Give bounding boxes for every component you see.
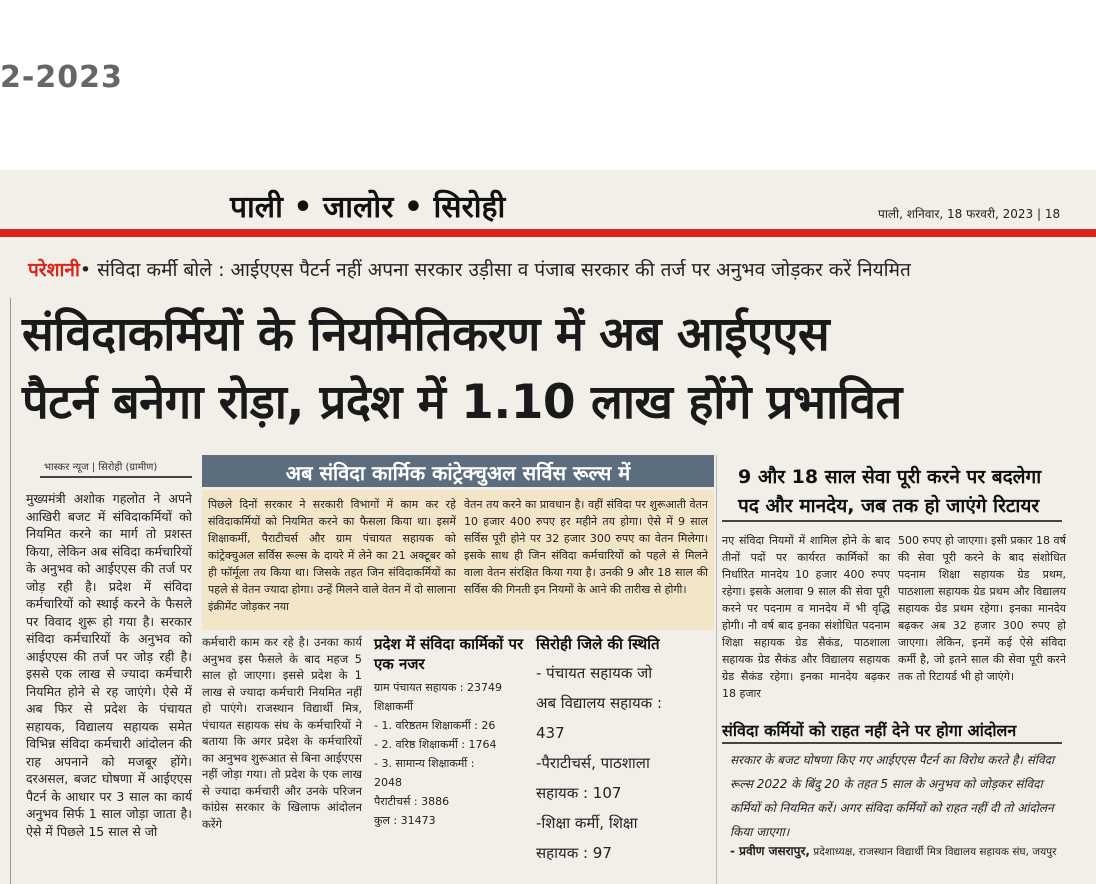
protest-quote: सरकार के बजट घोषणा किए गए आईएएस पैटर्न का विरोध करते है। संविदा रूल्स 2022 के बिंदु 20 के तहत 5 साल के अनुभव को जोड़कर संविदा कर्मियों को नियमित करें। अगर संविदा कर्मियों को राहत नहीं दी तो आंदोलन किया जाएगा। bbox=[730, 753, 1055, 839]
headline-line-1: संविदाकर्मियों के नियमितिकरण में अब आईएएस bbox=[22, 307, 830, 362]
right-subheadline: संविदा कर्मियों को राहत नहीं देने पर होगा आंदोलन bbox=[722, 721, 1017, 740]
info-box-right-text: वेतन तय करने का प्रावधान है। वहीं संविदा पर शुरूआती वेतन 10 हजार 400 रुपए हर महीने तय होगा। ऐसे में 9 साल सर्विस पूरी होने पर 32 हजार 300 रुपए का वेतन मिलेगा। इसके साथ ही जिन संविदा कर्मचारियों को पहले से मिलने वाला वेतन संरक्षित किया गया है। उनकी 9 और 18 साल की सर्विस की गिनती इन नियमों के आने की तारीख से होगी। bbox=[464, 498, 708, 596]
article-column-2: कर्मचारी काम कर रहे है। उनका कार्य अनुभव इस फैसले के बाद महज 5 साल हो जाएगा। इससे प्रदेश के 1 लाख से ज्यादा कर्मचारी नियमित नहीं हो पाएंगे। राजस्थान विद्यार्थी मित्र, पंचायत सहायक संघ के कर्मचारियों ने बताया कि अगर प्रदेश के कर्मचारियों का अनुभव शुरूआत से बिना आईएएस नहीं जोड़ा गया। तो प्रदेश के एक लाख से ज्यादा कर्मचारी और उनके परिजन कांग्रेस सरकार के खिलाफ आंदोलन करेंगे bbox=[202, 635, 362, 831]
fact-line: - 2. वरिष्ठ शिक्षाकर्मी : 1764 bbox=[374, 738, 497, 751]
right-headline-line-2: पद और मानदेय, जब तक हो जाएंगे रिटायर bbox=[738, 495, 1040, 517]
sirohi-line: - पंचायत सहायक जो bbox=[536, 664, 653, 682]
article-column-1: मुख्यमंत्री अशोक गहलोत ने अपने आखिरी बजट में संविदाकर्मियों को नियमित करने का मार्ग तो प्रशस्त किया, लेकिन अब संविदा कर्मचारियों के अनुभव को आईएएस की तर्ज पर जोड़ रही है। प्रदेश में संविदा कर्मचारियों को स्थाई करने के फैसले पर विवाद शुरू हो गया है। सरकार संविदा कर्मचारियों के अनुभव को आईएएस की तर्ज पर जोड़ रही है। इससे एक लाख से ज्यादा कर्मचारी नियमित होने से रह जाएंगे। ऐसे में अब फिर से प्रदेश के पंचायत सहायक, विद्यालय सहायक समेत विभिन्न संविदा कर्मचारी आंदोलन की राह अपनाने को मजबूर होंगे। दरअसल, बजट घोषणा में आईएएस पैटर्न के आधार पर 3 साल का कार्य अनुभव सिर्फ 1 साल जोड़ा जाता है। ऐसे में पिछले 15 साल से जो bbox=[26, 491, 192, 839]
byline: भास्कर न्यूज | सिरोही (ग्रामीण) bbox=[44, 462, 158, 473]
sirohi-status-panel bbox=[536, 634, 706, 868]
signature-role: प्रदेशाध्यक्ष, राजस्थान विद्यार्थी मित्र विद्यालय सहायक संघ, जयपुर bbox=[813, 846, 1057, 858]
fact-line: - 3. सामान्य शिक्षाकर्मी : bbox=[374, 757, 475, 770]
kicker-text: • संविदा कर्मी बोले : आईएएस पैटर्न नहीं अपना सरकार उड़ीसा व पंजाब सरकार की तर्ज पर अनुभव जोड़कर करें नियमित bbox=[79, 259, 911, 281]
sirohi-line: सहायक : 97 bbox=[536, 844, 612, 862]
headline-line-2: पैटर्न बनेगा रोड़ा, प्रदेश में 1.10 लाख होंगे प्रभावित bbox=[22, 375, 902, 430]
box-title: अब संविदा कार्मिक कांट्रेक्चुअल सर्विस रूल्स में bbox=[285, 461, 631, 485]
fact-line: कुल : 31473 bbox=[374, 814, 436, 827]
fact-line: शिक्षाकर्मी bbox=[374, 700, 413, 713]
right-column-1: नए संविदा नियमों में शामिल होने के बाद तीनों पदों पर कार्यरत कार्मिकों का निर्धारित मानदेय 10 हजार 400 रुपए रहेगा। इसके अलावा 9 साल की सेवा पूरी करने पर पदनाम व मानदेय में भी वृद्धि होगी। नौ वर्ष बाद इनका संशोधित पदनाम शिक्षा सहायक ग्रेड सैकंड, पाठशाला सहायक ग्रेड सैकंड और विद्यालय सहायक ग्रेड सैकंड रहेगा। इनका मानदेय बढ़कर 18 हजार bbox=[722, 534, 890, 700]
fact-line: 2048 bbox=[374, 776, 402, 789]
masthead: पाली • जालोर • सिरोही bbox=[230, 190, 506, 225]
red-rule bbox=[0, 229, 1096, 237]
top-date-fragment: 2-2023 bbox=[0, 60, 123, 95]
facts-panel bbox=[374, 634, 524, 830]
kicker-label: परेशानी bbox=[28, 259, 80, 281]
right-subheadline-rule bbox=[722, 742, 1062, 744]
fact-line: - 1. वरिष्ठतम शिक्षाकर्मी : 26 bbox=[374, 719, 496, 732]
right-headline-rule bbox=[722, 520, 1062, 522]
right-column-rule bbox=[716, 455, 717, 884]
sirohi-line: सहायक : 107 bbox=[536, 784, 622, 802]
right-column-2: 500 रुपए हो जाएगा। इसी प्रकार 18 वर्ष की सेवा पूरी करने के बाद संशोधित पदनाम शिक्षा सहायक ग्रेड प्रथम, पाठशाला सहायक ग्रेड प्रथम और विद्यालय सहायक ग्रेड प्रथम रहेगा। इनका मानदेय बढ़कर अब 32 हजार 300 रुपए हो जाएगा। लेकिन, इनमें कई ऐसे संविदा कर्मी है, जो इतने साल की सेवा पूरी करने तक तो रिटायर्ड भी हो जाएंगे। bbox=[898, 534, 1066, 683]
info-box-left-text: पिछले दिनों सरकार ने सरकारी विभागों में काम कर रहे संविदाकर्मियों को नियमित करने का फैसला किया था। इसमें शिक्षाकर्मी, पैराटीचर्स और ग्राम पंचायत सहायक को कांट्रेक्चुअल सर्विस रूल्स के दायरे में लेने का 21 अक्टूबर को ही फॉर्मूला तय किया था। जिसके तहत जिन संविदाकर्मियों का पहले से वेतन ज्यादा होगा। उन्हें मिलने वाले वेतन में दो सालाना इंक्रीमेंट जोड़कर नया bbox=[208, 498, 456, 613]
byline-rule bbox=[40, 476, 192, 478]
sirohi-title: सिरोही जिले की स्थिति bbox=[536, 635, 660, 653]
facts-title: प्रदेश में संविदा कार्मिकों पर एक नजर bbox=[374, 635, 524, 673]
quote-signature bbox=[730, 842, 1056, 859]
kicker-line bbox=[28, 256, 911, 282]
fact-line: ग्राम पंचायत सहायक : 23749 bbox=[374, 681, 503, 694]
sirohi-line: 437 bbox=[536, 724, 565, 742]
signature-name: - प्रवीण जसरापुर, bbox=[730, 844, 810, 858]
sirohi-line: -शिक्षा कर्मी, शिक्षा bbox=[536, 814, 638, 832]
sirohi-line: -पैराटीचर्स, पाठशाला bbox=[536, 754, 650, 772]
right-headline-line-1: 9 और 18 साल सेवा पूरी करने पर बदलेगा bbox=[738, 466, 1042, 488]
sirohi-line: अब विद्यालय सहायक : bbox=[536, 694, 663, 712]
left-column-rule bbox=[10, 298, 11, 884]
fact-line: पैराटीचर्स : 3886 bbox=[374, 795, 450, 808]
page-info: पाली, शनिवार, 18 फरवरी, 2023 | 18 bbox=[878, 207, 1061, 221]
